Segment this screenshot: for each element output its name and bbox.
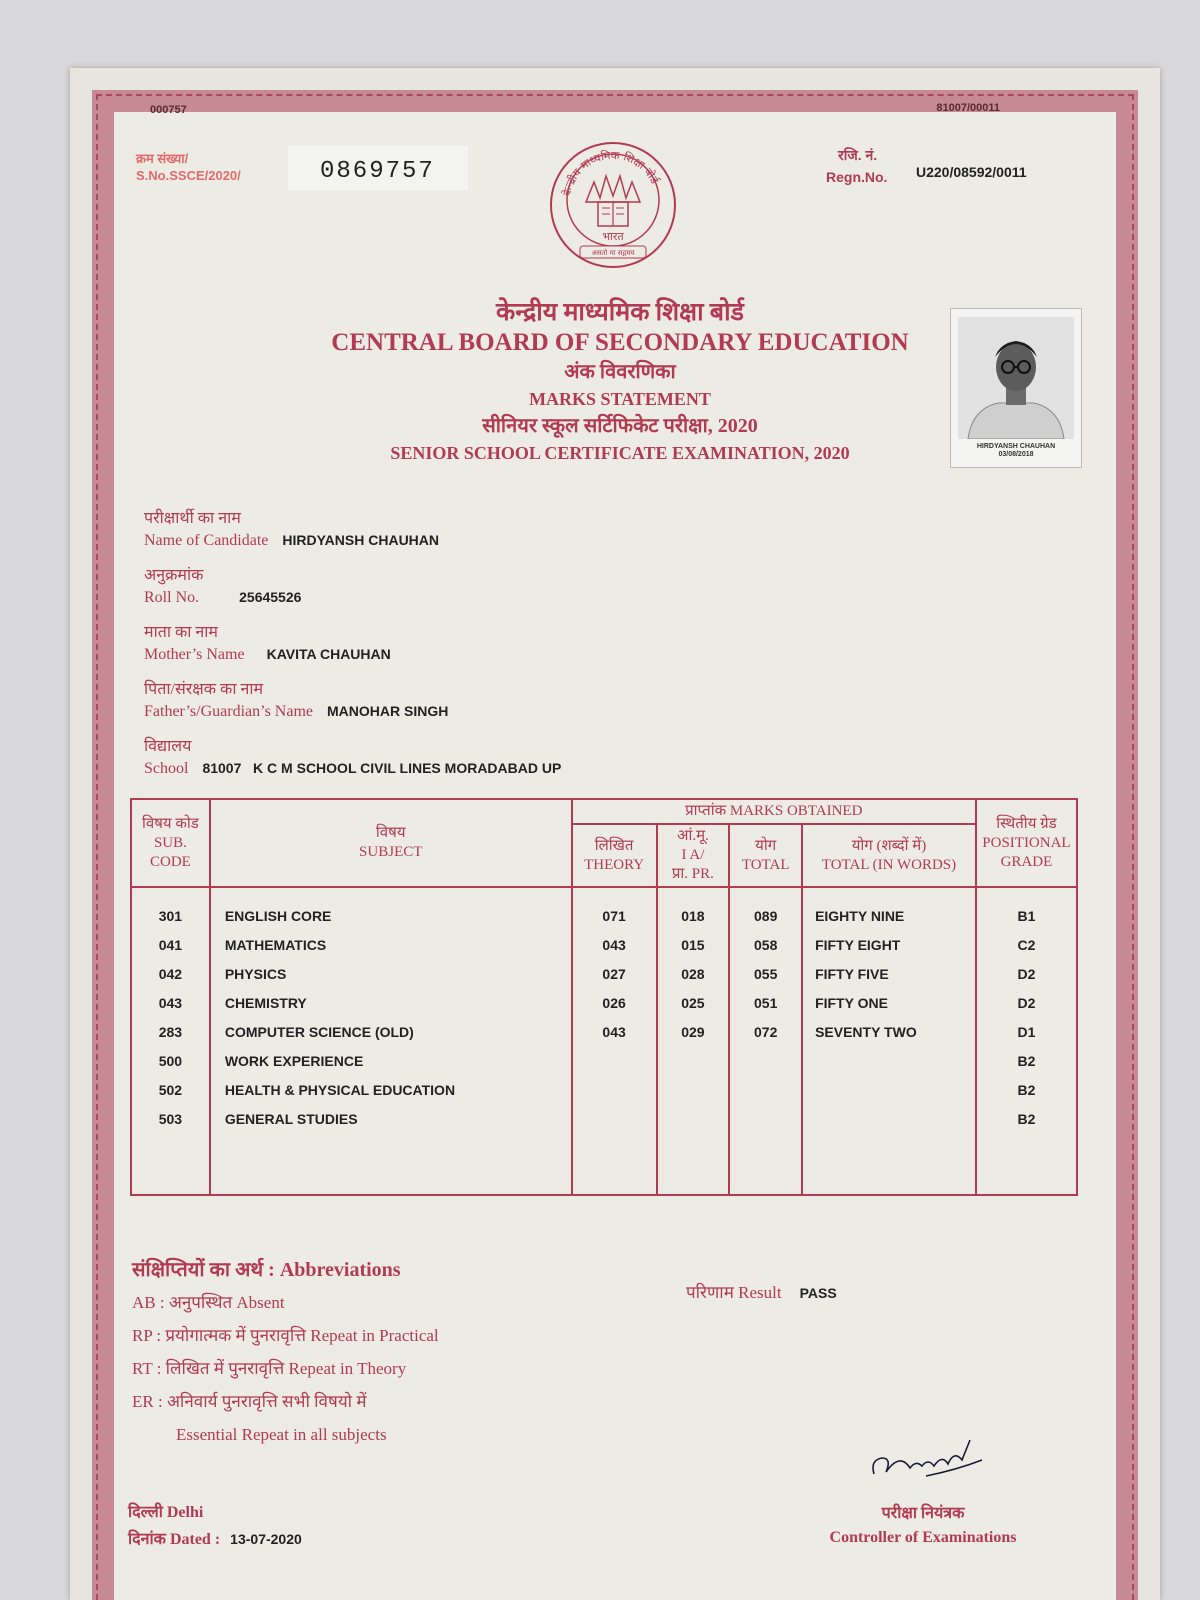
header-theory: लिखित THEORY	[572, 824, 657, 887]
sub-code: 301	[158, 908, 183, 924]
father-name-value: MANOHAR SINGH	[327, 703, 449, 719]
school-value: 81007 K C M SCHOOL CIVIL LINES MORADABAD UP	[202, 760, 562, 776]
subject-name: HEALTH & PHYSICAL EDUCATION	[224, 1082, 456, 1098]
sno-value: 0869757	[320, 158, 435, 185]
positional-grade: B2	[1017, 1053, 1036, 1069]
svg-text:असतो मा सद्गमय: असतो मा सद्गमय	[591, 249, 635, 257]
ia-marks: 028	[681, 966, 705, 982]
total-words: EIGHTY NINE	[815, 908, 905, 924]
controller-en: Controller of Examinations	[829, 1529, 1017, 1546]
header-marks-obtained: प्राप्तांक MARKS OBTAINED	[572, 799, 976, 824]
exam-title-hi: सीनियर स्कूल सर्टिफिकेट परीक्षा, 2020	[482, 415, 758, 437]
theory-marks: 027	[602, 966, 626, 982]
sub-code: 503	[158, 1111, 183, 1127]
subject-name: PHYSICS	[224, 966, 287, 982]
abbr-repeat-practical: RP : प्रयोगात्मक में पुनरावृत्ति Repeat in Practical	[132, 1326, 439, 1345]
abbr-essential-repeat-en: Essential Repeat in all subjects	[176, 1425, 387, 1444]
header-ia-practical: आं.मू. I A/ प्रा. PR.	[657, 824, 730, 887]
theory-marks: 071	[602, 908, 626, 924]
regn-label	[826, 144, 887, 188]
field-mother-name	[144, 622, 391, 666]
sub-code: 041	[158, 937, 183, 953]
subject-name: GENERAL STUDIES	[224, 1111, 358, 1127]
sno-label-hi: क्रम संख्या/	[136, 151, 189, 166]
header-total: योग TOTAL	[729, 824, 802, 887]
place-city: दिल्ली Delhi	[128, 1504, 204, 1521]
total-marks: 058	[754, 937, 778, 953]
total-marks: 089	[754, 908, 778, 924]
controller-hi: परीक्षा नियंत्रक	[881, 1505, 965, 1522]
total-words: FIFTY ONE	[815, 995, 888, 1011]
regn-value: U220/08592/0011	[916, 164, 1027, 180]
board-name-en: CENTRAL BOARD OF SECONDARY EDUCATION	[331, 329, 909, 356]
candidate-name-value: HIRDYANSH CHAUHAN	[282, 532, 440, 548]
serial-top-right: 81007/00011	[936, 102, 1000, 114]
father-name-label-en: Father’s/Guardian’s Name	[144, 703, 313, 720]
field-school	[144, 736, 561, 780]
sub-code: 283	[158, 1024, 183, 1040]
theory-marks: 043	[602, 1024, 626, 1040]
field-father-name	[144, 679, 448, 723]
positional-grade: C2	[1017, 937, 1036, 953]
school-label-hi: विद्यालय	[144, 738, 192, 755]
candidate-name-label-en: Name of Candidate	[144, 532, 269, 549]
header-positional-grade: स्थितीय ग्रेड POSITIONAL GRADE	[976, 799, 1077, 887]
subject-name: COMPUTER SCIENCE (OLD)	[224, 1024, 414, 1040]
field-roll-no	[144, 565, 301, 609]
ia-marks: 018	[681, 908, 705, 924]
col-theory	[572, 887, 657, 1134]
total-marks: 055	[754, 966, 778, 982]
roll-no-value: 25645526	[239, 589, 302, 605]
col-total	[729, 887, 802, 1134]
place-and-date	[128, 1500, 302, 1553]
roll-no-label-hi: अनुक्रमांक	[144, 567, 204, 584]
statement-title-en: MARKS STATEMENT	[529, 389, 711, 409]
photo-portrait	[958, 317, 1074, 439]
regn-label-hi: रजि. नं.	[838, 147, 878, 163]
photo-caption-date: 03/08/2018	[998, 451, 1034, 458]
abbreviations-legend	[132, 1254, 439, 1451]
positional-grade: B2	[1017, 1082, 1036, 1098]
theory-marks: 026	[602, 995, 626, 1011]
col-code	[131, 887, 210, 1134]
positional-grade: B1	[1017, 908, 1036, 924]
subject-name: MATHEMATICS	[224, 937, 327, 953]
regn-label-en: Regn.No.	[826, 169, 888, 185]
father-name-label-hi: पिता/संरक्षक का नाम	[144, 681, 264, 698]
serial-top-left: 000757	[150, 104, 187, 116]
exam-title-en: SENIOR SCHOOL CERTIFICATE EXAMINATION, 2020	[390, 443, 850, 463]
result-label: परिणाम Result	[686, 1283, 782, 1302]
sub-code: 043	[158, 995, 183, 1011]
field-candidate-name	[144, 508, 439, 552]
document-headings	[270, 298, 970, 466]
sub-code: 500	[158, 1053, 183, 1069]
positional-grade: D2	[1017, 966, 1036, 982]
result-field	[686, 1280, 837, 1303]
subject-name: CHEMISTRY	[224, 995, 307, 1011]
mother-name-label-en: Mother’s Name	[144, 646, 245, 663]
col-grade	[976, 887, 1077, 1134]
abbr-essential-repeat: ER : अनिवार्य पुनरावृत्ति सभी विषयो में	[132, 1392, 367, 1411]
positional-grade: D2	[1017, 995, 1036, 1011]
marks-statement-document	[70, 68, 1160, 1600]
total-marks: 072	[754, 1024, 778, 1040]
cbse-seal-icon	[548, 140, 678, 270]
col-subject	[210, 887, 572, 1134]
controller-signature-icon	[866, 1430, 986, 1490]
positional-grade: B2	[1017, 1111, 1036, 1127]
header-total-words: योग (शब्दों में) TOTAL (IN WORDS)	[802, 824, 976, 887]
school-label-en: School	[144, 760, 189, 777]
sub-code: 042	[158, 966, 183, 982]
total-marks: 051	[754, 995, 778, 1011]
ia-marks: 029	[681, 1024, 705, 1040]
positional-grade: D1	[1017, 1024, 1036, 1040]
svg-text:केन्द्रीय माध्यमिक शिक्षा बोर्: केन्द्रीय माध्यमिक शिक्षा बोर्ड	[560, 148, 662, 198]
col-ia	[657, 887, 730, 1134]
dated-label: दिनांक Dated :	[128, 1531, 221, 1548]
photo-caption-name: HIRDYANSH CHAUHAN	[976, 443, 1056, 450]
total-words: SEVENTY TWO	[815, 1024, 917, 1040]
subject-name: WORK EXPERIENCE	[224, 1053, 364, 1069]
header-sub-code: विषय कोड SUB. CODE	[131, 799, 210, 887]
sub-code: 502	[158, 1082, 183, 1098]
abbreviations-title: संक्षिप्तियों का अर्थ : Abbreviations	[132, 1259, 401, 1281]
total-words: FIFTY FIVE	[815, 966, 889, 982]
sno-label-en: S.No.SSCE/2020/	[136, 168, 241, 183]
ia-marks: 015	[681, 937, 705, 953]
mother-name-label-hi: माता का नाम	[144, 624, 219, 641]
subject-name: ENGLISH CORE	[224, 908, 332, 924]
marks-table	[130, 798, 1078, 1196]
header-subject: विषय SUBJECT	[210, 799, 572, 887]
roll-no-label-en: Roll No.	[144, 589, 200, 606]
candidate-name-label-hi: परीक्षार्थी का नाम	[144, 510, 241, 527]
col-total-words	[802, 887, 976, 1134]
mother-name-value: KAVITA CHAUHAN	[266, 646, 391, 662]
result-value: PASS	[799, 1285, 837, 1301]
candidate-photo	[950, 308, 1082, 468]
total-words: FIFTY EIGHT	[815, 937, 901, 953]
dated-value: 13-07-2020	[230, 1531, 302, 1547]
abbr-absent: AB : अनुपस्थित Absent	[132, 1293, 285, 1312]
subject-rows	[131, 887, 1077, 1134]
table-bottom-spacer	[131, 1134, 1077, 1195]
abbr-repeat-theory: RT : लिखित में पुनरावृत्ति Repeat in Theory	[132, 1359, 407, 1378]
sno-label	[136, 150, 241, 184]
photo-caption	[951, 443, 1081, 459]
board-name-hi: केन्द्रीय माध्यमिक शिक्षा बोर्ड	[496, 299, 744, 326]
controller-of-examinations	[808, 1502, 1038, 1550]
ia-marks: 025	[681, 995, 705, 1011]
statement-title-hi: अंक विवरणिका	[564, 361, 676, 383]
theory-marks: 043	[602, 937, 626, 953]
svg-text:भारत: भारत	[602, 230, 624, 243]
